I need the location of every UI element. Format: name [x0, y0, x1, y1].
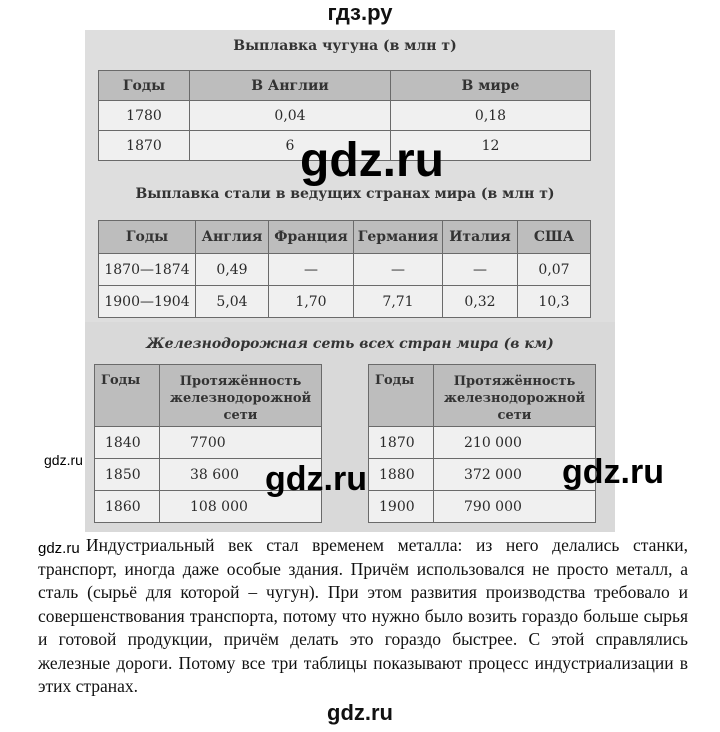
- site-footer: gdz.ru: [327, 700, 393, 725]
- watermark-small-left: gdz.ru: [44, 452, 83, 468]
- railways-cell: 1860: [95, 491, 160, 523]
- watermark-small-text: gdz.ru: [38, 540, 80, 557]
- steel-cell: —: [354, 254, 443, 286]
- table-row: [95, 427, 322, 459]
- steel-cell: 0,49: [196, 254, 269, 286]
- steel-header-england: Англия: [196, 221, 269, 254]
- answer-paragraph: Индустриальный век стал временем металла: из него делались станки, транспорт, иногда даже особые здания. Причём использовался не просто металл, а сталь (сырьё для которой – чугун). При этом развития производства требовало и совершенствования транспорта, потому что нужно было возить гораздо больше сырья и готовой продукции, причём делать это гораздо быстрее. С этой справлялись железные дороги. Потому все три таблицы показывают процесс индустриализации в этих странах.: [38, 535, 688, 696]
- steel-header-france: Франция: [269, 221, 354, 254]
- railways-cell: 1900: [369, 491, 434, 523]
- table-row: [369, 491, 596, 523]
- watermark-right: gdz.ru: [562, 453, 664, 491]
- railways-cell: 1850: [95, 459, 160, 491]
- watermark-center: gdz.ru: [300, 134, 444, 187]
- railways-cell: 7700: [160, 427, 322, 459]
- steel-header-usa: США: [518, 221, 591, 254]
- steel-cell: 10,3: [518, 286, 591, 318]
- railways-right-header-length: Протяжённость железнодорожной сети: [434, 365, 596, 427]
- railways-cell: 108 000: [160, 491, 322, 523]
- steel-cell: 1870—1874: [99, 254, 196, 286]
- steel-table: [98, 220, 591, 318]
- railways-cell: 372 000: [434, 459, 596, 491]
- table-row: [99, 286, 591, 318]
- railways-cell: 1870: [369, 427, 434, 459]
- steel-cell: 0,32: [443, 286, 518, 318]
- steel-cell: 7,71: [354, 286, 443, 318]
- railways-right-header-year: Годы: [369, 365, 434, 427]
- railways-cell: 210 000: [434, 427, 596, 459]
- steel-cell: 1,70: [269, 286, 354, 318]
- steel-header-year: Годы: [99, 221, 196, 254]
- steel-table-title: Выплавка стали в ведущих странах мира (в млн т): [135, 186, 555, 202]
- steel-cell: —: [443, 254, 518, 286]
- railways-left-header-length: Протяжённость железнодорожной сети: [160, 365, 322, 427]
- steel-cell: —: [269, 254, 354, 286]
- iron-cell: 12: [391, 131, 591, 161]
- railways-left-table: [94, 364, 322, 523]
- railways-cell: 38 600: [160, 459, 322, 491]
- railways-title: Железнодорожная сеть всех стран мира (в км): [146, 336, 554, 352]
- steel-cell: 5,04: [196, 286, 269, 318]
- iron-cell: 1780: [99, 101, 190, 131]
- iron-header-year: Годы: [99, 71, 190, 101]
- table-row: [99, 254, 591, 286]
- railways-left-header-year: Годы: [95, 365, 160, 427]
- iron-header-world: В мире: [391, 71, 591, 101]
- railways-cell: 1840: [95, 427, 160, 459]
- steel-header-germany: Германия: [354, 221, 443, 254]
- steel-header-italy: Италия: [443, 221, 518, 254]
- steel-cell: 1900—1904: [99, 286, 196, 318]
- railways-cell: 1880: [369, 459, 434, 491]
- iron-cell: 1870: [99, 131, 190, 161]
- iron-cell: 0,18: [391, 101, 591, 131]
- steel-cell: 0,07: [518, 254, 591, 286]
- watermark-left-table: gdz.ru: [265, 460, 367, 498]
- site-header: гдз.ру: [327, 0, 393, 25]
- iron-cell: 0,04: [190, 101, 391, 131]
- iron-cell: 6: [190, 131, 391, 161]
- railways-right-table: [368, 364, 596, 523]
- iron-header-england: В Англии: [190, 71, 391, 101]
- railways-cell: 790 000: [434, 491, 596, 523]
- table-row: [99, 101, 591, 131]
- iron-table-title: Выплавка чугуна (в млн т): [233, 38, 457, 54]
